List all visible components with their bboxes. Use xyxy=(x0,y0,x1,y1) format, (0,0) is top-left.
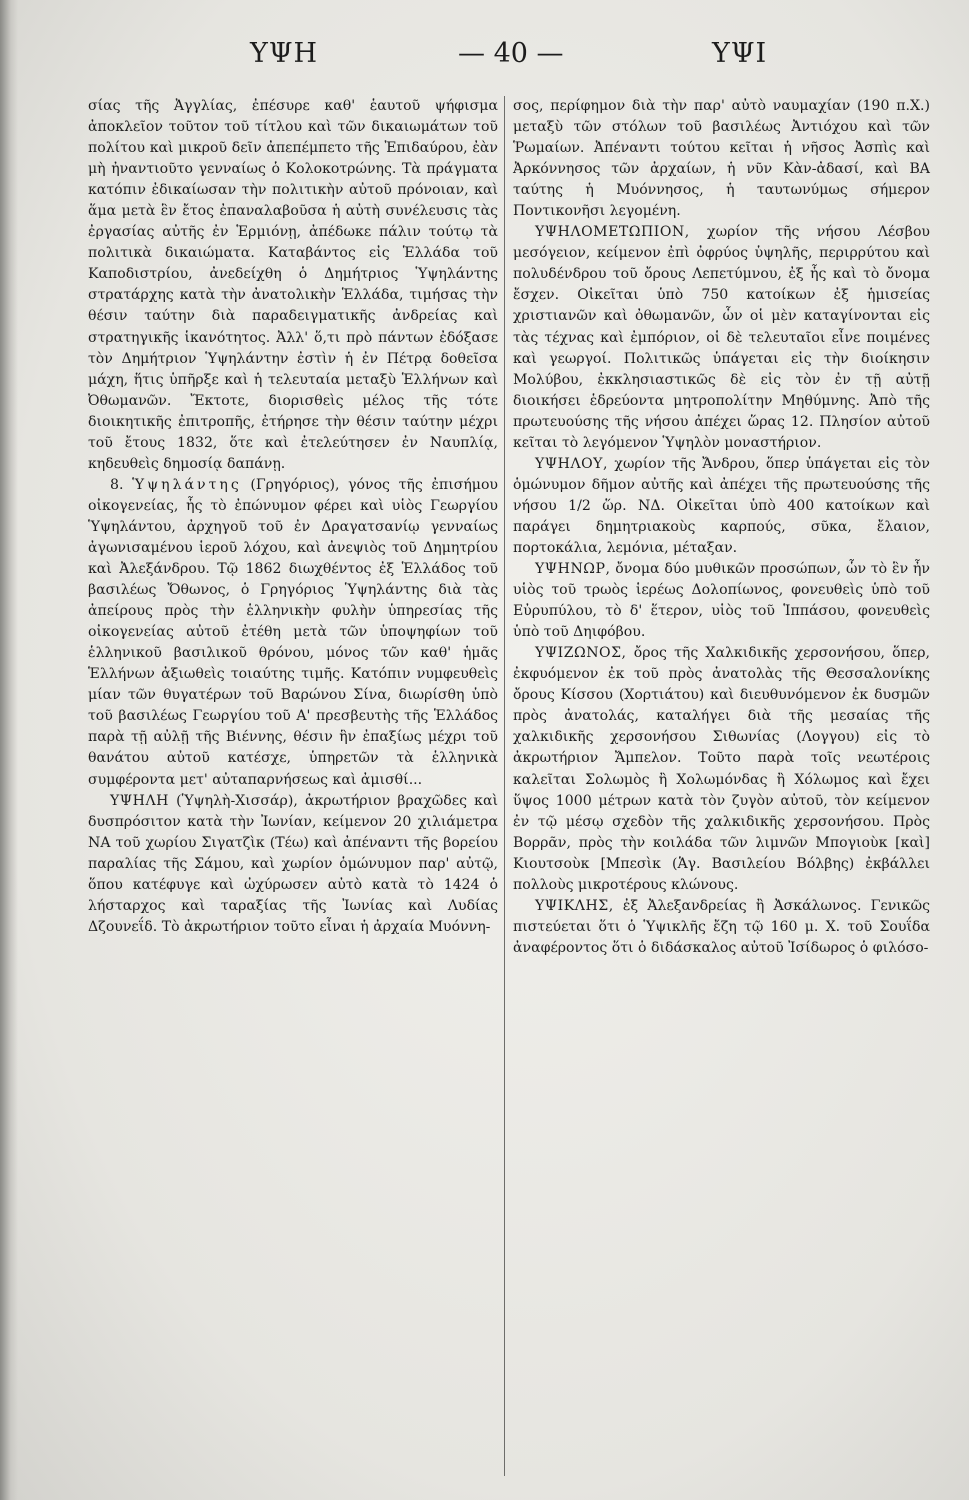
entry-ypsilometopion xyxy=(513,222,930,454)
entry-text: χωρίον τῆς νήσου Λέσβου μεσόγειον, κείμενον ἐπὶ ὀφρύος ὑψηλῆς, περιρρύτου καὶ πολυδένδρου τοῦ ὄρους Λεπετύμνου, ἐξ ἧς καὶ τὸ ὄνομα ἔσχεν. Οἰκεῖται ὑπὸ 750 κατοίκων ἐξ ἡμισείας χριστιανῶν καὶ ὀθωμανῶν, ὧν οἱ μὲν καταγίνονται εἰς τὰς τέχνας καὶ ἐμπόριον, οἱ δὲ τελευταῖοι εἶνε ποιμένες καὶ γεωργοί. Πολιτικῶς ὑπάγεται εἰς τὴν διοίκησιν Μολύβου, ἐκκλησιαστικῶς δὲ εἰς τὸν ἐν τῇ αὐτῇ διοικήσει ἑδρεύοντα μητροπολίτην Μηθύμνης. Ἀπὸ τῆς πρωτευούσης τῆς νήσου ἀπέχει ὥρας 12. Πλησίον αὐτοῦ κεῖται τὸ λεγόμενον Ὑψηλὸν μοναστήριον. xyxy=(513,224,930,451)
entry-text: ὄνομα δύο μυθικῶν προσώπων, ὧν τὸ ἓν ἦν υἱὸς τοῦ τρωὸς ἱερέως Δολοπίωνος, φονευθεὶς ὑπὸ τοῦ Εὐρυπύλου, τὸ δ' ἕτερον, υἱὸς τοῦ Ἱππάσου, φονευθεὶς ὑπὸ τοῦ Δηιφόβου. xyxy=(513,561,930,641)
entry-headword: ΥΨΗΛΟΜΕΤΩΠΙΟΝ, xyxy=(535,224,690,241)
entry-ypsilou xyxy=(513,454,930,559)
entry-ypsili xyxy=(88,791,498,938)
column-divider xyxy=(504,96,505,1476)
entry-headword: ΥΨΗΛΟΥ, xyxy=(535,455,608,472)
header-left-guideword: ΥΨΗ xyxy=(250,38,319,69)
entry-text: ὄρος τῆς Χαλκιδικῆς χερσονήσου, ὅπερ, ἐκφυόμενον ἐκ τοῦ πρὸς ἀνατολὰς τῆς Θεσσαλονίκης ὄρους Κίσσου (Χορτιάτου) καὶ διευθυνόμενον ἐκ δυσμῶν πρὸς ἀνατολάς, καταλήγει διὰ τῆς μεσαίας τῆς χαλκιδικῆς χερσονήσου Σιθωνίας (Λογγου) εἰς τὸ ἀκρωτήριον Ἄμπελον. Τοῦτο παρὰ τοῖς νεωτέροις καλεῖται Σολωμὸς ἢ Χολωμόνδας ἢ Χόλωμος καὶ ἔχει ὕψος 1000 μέτρων κατὰ τὸν ζυγὸν αὐτοῦ, τὸν κείμενον ἐν τῷ μέσῳ σχεδὸν τῆς χαλκιδικῆς χερσονήσου. Πρὸς Βορρᾶν, πρὸς τὴν κοιλάδα τῶν λιμνῶν Μπογιοὺκ [καὶ] Κιουτσοὺκ [Μπεσὶκ (Ἁγ. Βασιλείου Βόλβης) ἐκβάλλει πολλοὺς μικροτέρους κλώνους. xyxy=(513,645,930,893)
entry-ypsiklis xyxy=(513,896,930,959)
entry-number: 8. xyxy=(110,476,124,493)
left-column xyxy=(88,96,498,938)
entry-ypsilantis-grigorios xyxy=(88,475,498,791)
right-column xyxy=(513,96,930,959)
entry-text: χωρίον τῆς Ἄνδρου, ὅπερ ὑπάγεται εἰς τὸν ὁμώνυμον δῆμον αὐτῆς καὶ ἀπέχει τῆς πρωτευούσης τῆς νήσου 1/2 ὥρ. ΝΔ. Οἰκεῖται ὑπὸ 400 κατοίκων καὶ παράγει δημητριακοὺς καρπούς, σῦκα, ἔλαιον, πορτοκάλια, λεμόνια, μέταξαν. xyxy=(513,455,930,556)
entry-continuation-text: σίας τῆς Ἀγγλίας, ἐπέσυρε καθ' ἑαυτοῦ ψήφισμα ἀποκλεῖον τοῦτον τοῦ τίτλου καὶ τῶν δικαιωμάτων τοῦ πολίτου καὶ μικροῦ δεῖν ἀπεπέμπετο τῆς Ἐπιδαύρου, ἐὰν μὴ ἠναντιοῦτο γενναίως ὁ Κολοκοτρώνης. Τὰ πράγματα κατόπιν ἐδικαίωσαν τὴν πολιτικὴν αὐτοῦ πρόνοιαν, καὶ ἅμα μετὰ ἓν ἔτος ἐπαναλαβοῦσα ἡ αὐτὴ συνέλευσις τὰς ἐργασίας αὐτῆς ἐν Ἑρμιόνῃ, ἀπέδωκε πάλιν τούτῳ τὰ πολιτικὰ δικαιώματα. Καταβάντος εἰς Ἑλλάδα τοῦ Καποδιστρίου, ἀνεδείχθη ὁ Δημήτριος Ὑψηλάντης στρατάρχης κατὰ τὴν ἀνατολικὴν Ἑλλάδα, τιμήσας τὴν θέσιν ταύτην διὰ παραδειγματικῆς ἀνδρείας καὶ στρατηγικῆς ἱκανότητος. Ἀλλ' ὅ,τι πρὸ πάντων ἐδόξασε τὸν Δημήτριον Ὑψηλάντην ἐστὶν ἡ ἐν Πέτρᾳ δοθεῖσα μάχη, ἥτις ὑπῆρξε καὶ ἡ τελευταία μεταξὺ Ἑλλήνων καὶ Ὀθωμανῶν. Ἔκτοτε, διορισθεὶς μέλος τῆς τότε διοικητικῆς ἐπιτροπῆς, ἐτήρησε τὴν θέσιν ταύτην μέχρι τοῦ ἔτους 1832, ὅτε καὶ ἐτελεύτησεν ἐν Ναυπλίᾳ, κηδευθεὶς δημοσίᾳ δαπάνῃ. xyxy=(88,98,498,472)
entry-ypsizonos xyxy=(513,643,930,896)
entry-ypsinor xyxy=(513,559,930,643)
page-number: — 40 — xyxy=(458,38,564,69)
entry-headword: ΥΨΗΛΗ xyxy=(110,792,169,809)
header-right-guideword: ΥΨΙ xyxy=(712,38,768,69)
entry-headword: Ὑψηλάντης xyxy=(132,476,242,493)
entry-headword: ΥΨΙΖΩΝΟΣ, xyxy=(535,645,627,662)
entry-text: (Ὑψηλὴ-Χισσάρ), ἀκρωτήριον βραχῶδες καὶ δυσπρόσιτον κατὰ τὴν Ἰωνίαν, κείμενον 20 χιλιάμετρα ΝΑ τοῦ χωρίου Σιγατζὶκ (Τέω) καὶ ἀπέναντι τῆς βορείου παραλίας τῆς Σάμου, καὶ χωρίον ὁμώνυμον παρ' αὐτῷ, ὅπου κατέφυγε καὶ ὠχύρωσεν αὐτὸ κατὰ τὸ 1424 ὁ λήσταρχος καὶ ταραξίας τῆς Ἰωνίας καὶ Λυδίας Δζουνεΐδ. Τὸ ἀκρωτήριον τοῦτο εἶναι ἡ ἀρχαία Μυόννη- xyxy=(88,792,498,935)
entry-text: ἐξ Ἀλεξανδρείας ἢ Ἀσκάλωνος. Γενικῶς πιστεύεται ὅτι ὁ Ὑψικλῆς ἔζη τῷ 160 μ. Χ. τοῦ Σουΐδα ἀναφέροντος ὅτι ὁ διδάσκαλος αὐτοῦ Ἰσίδωρος ὁ φιλόσο- xyxy=(513,897,930,956)
entry-headword: ΥΨΗΝΩΡ, xyxy=(535,561,611,578)
running-header xyxy=(90,38,910,88)
entry-continuation-text: σος, περίφημον διὰ τὴν παρ' αὐτὸ ναυμαχίαν (190 π.Χ.) μεταξὺ τῶν στόλων τοῦ βασιλέως Ἀντιόχου καὶ τῶν Ῥωμαίων. Ἀπέναντι τούτου κεῖται ἡ νῆσος Ἀσπὶς καὶ Ἀρκόννησος τῶν ἀρχαίων, ἡ νῦν Κὰν-ἀδασί, καὶ ΒΑ ταύτης ἡ Μυόννησος, ἡ ταυτωνύμως σήμερον Ποντικονῆσι λεγομένη. xyxy=(513,98,930,220)
page-binding-shadow xyxy=(0,0,18,1500)
entry-text: (Γρηγόριος), γόνος τῆς ἐπισήμου οἰκογενείας, ἧς τὸ ἐπώνυμον φέρει καὶ υἱὸς Γεωργίου Ὑψηλάντου, ἀρχηγοῦ τοῦ ἐν Δραγατσανίῳ γενναίως ἀγωνισαμένου ἱεροῦ λόχου, καὶ ἀνεψιὸς τοῦ Δημητρίου καὶ Ἀλεξάνδρου. Τῷ 1862 διωχθέντος ἐξ Ἑλλάδος τοῦ βασιλέως Ὄθωνος, ὁ Γρηγόριος Ὑψηλάντης διὰ τὰς ἀπείρους πρὸς τὴν ἑλληνικὴν φυλὴν ὑπηρεσίας τῆς οἰκογενείας αὐτοῦ ἐτέθη μετὰ τῶν ὑποψηφίων τοῦ ἑλληνικοῦ βασιλικοῦ θρόνου, μόνος τῶν καθ' ἡμᾶς Ἑλλήνων ἀξιωθεὶς τοιαύτης τιμῆς. Κατόπιν νυμφευθεὶς μίαν τῶν θυγατέρων τοῦ Βαρώνου Σίνα, διωρίσθη ὑπὸ τοῦ βασιλέως Γεωργίου τοῦ Α' πρεσβευτὴς τῆς Ἑλλάδος παρὰ τῇ αὐλῇ τῆς Βιέννης, θέσιν ἣν ἐπαξίως μέχρι τοῦ θανάτου αὐτοῦ κατέσχε, ὑπηρετῶν τὰ ἑλληνικὰ συμφέροντα μετ' αὐταπαρνήσεως καὶ ἀμισθί... xyxy=(88,476,498,788)
entry-headword: ΥΨΙΚΛΗΣ, xyxy=(535,897,614,914)
